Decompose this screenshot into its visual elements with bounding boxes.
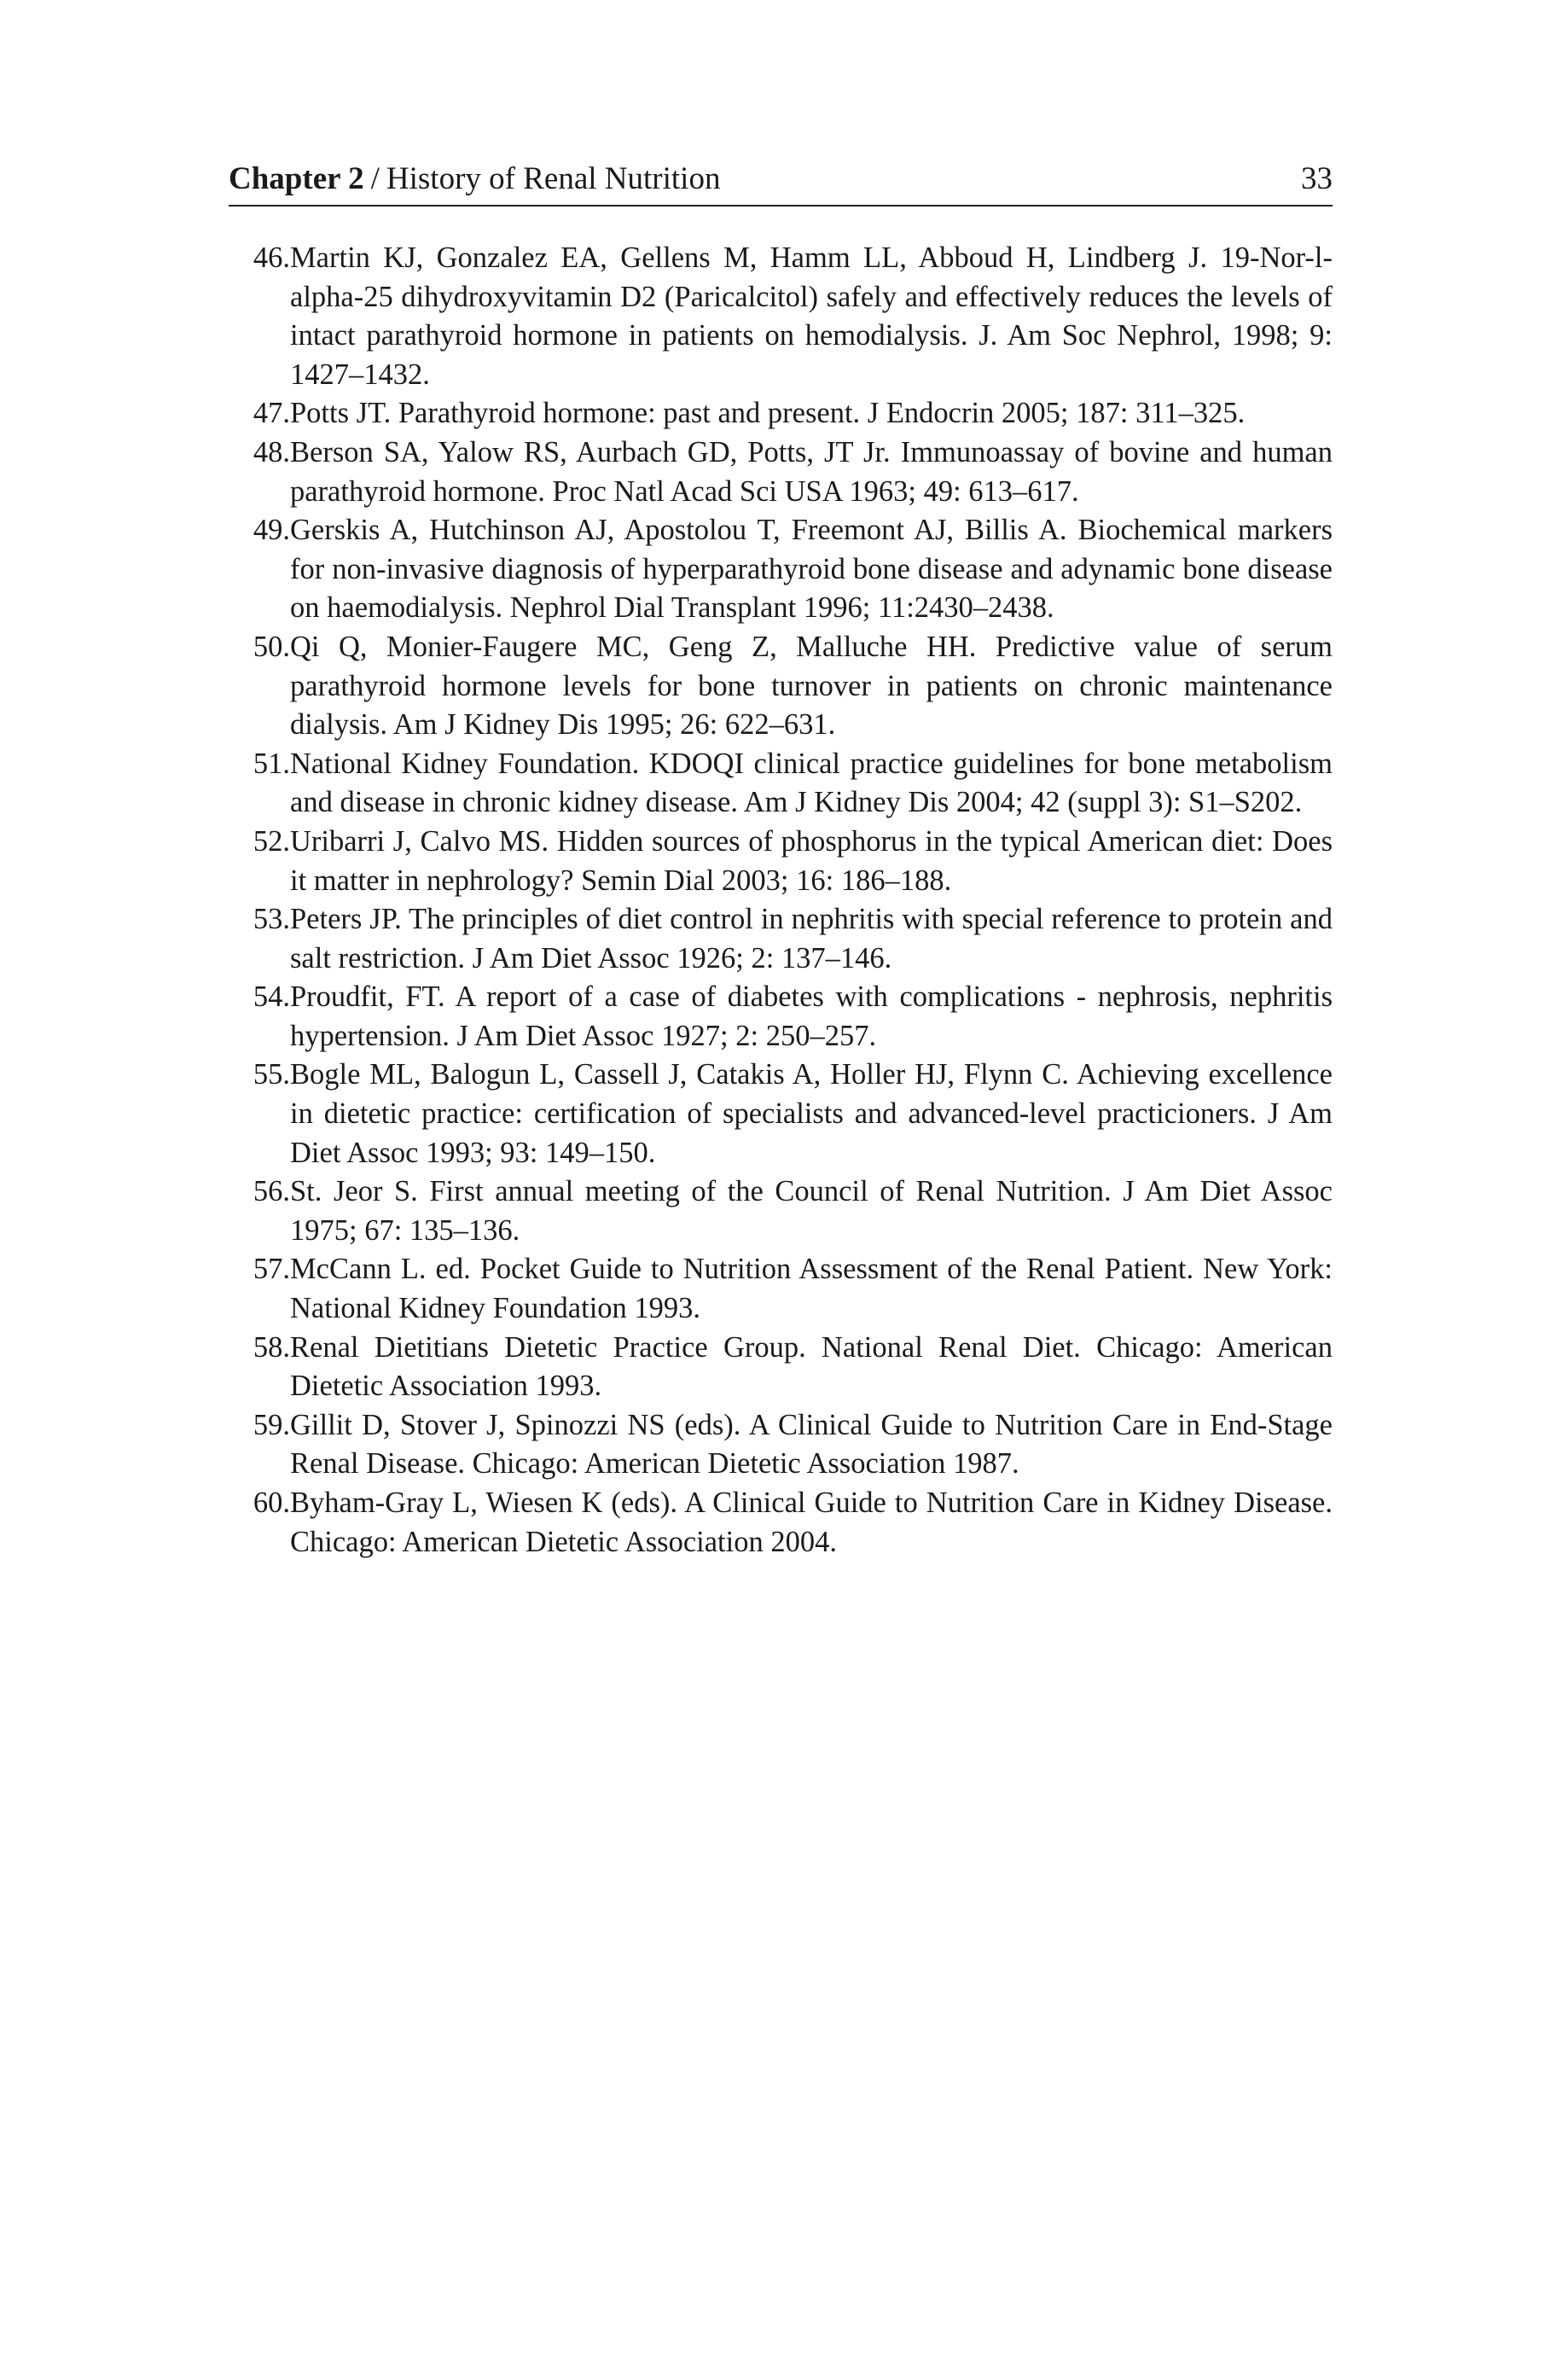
reference-list — [229, 239, 1333, 1562]
chapter-title: History of Renal Nutrition — [386, 161, 721, 196]
reference-item — [229, 628, 1333, 745]
reference-number: 48. — [253, 435, 290, 468]
reference-item — [229, 745, 1333, 823]
reference-item — [229, 1056, 1333, 1172]
reference-text: National Kidney Foundation. KDOQI clinical practice guidelines for bone metabolism and disease in chronic kidney disease. Am J Kidney Dis 2004; 42 (suppl 3): S1–S202. — [290, 747, 1333, 819]
header-separator: / — [370, 161, 380, 196]
reference-text: Uribarri J, Calvo MS. Hidden sources of phosphorus in the typical American diet: Does it matter in nephrology? Semin Dial 2003; 16: 186–188. — [290, 824, 1333, 897]
reference-text: Qi Q, Monier-Faugere MC, Geng Z, Malluche HH. Predictive value of serum parathyroid hormone levels for bone turnover in patients on chronic maintenance dialysis. Am J Kidney Dis 1995; 26: 622–631. — [290, 630, 1333, 742]
reference-number: 58. — [253, 1330, 290, 1364]
chapter-label: Chapter 2 — [229, 161, 364, 196]
reference-item — [229, 1250, 1333, 1328]
reference-item — [229, 1484, 1333, 1562]
running-head — [229, 159, 1333, 207]
reference-item — [229, 1406, 1333, 1484]
reference-number: 49. — [253, 514, 290, 547]
reference-text: Proudfit, FT. A report of a case of diabetes with complications - nephrosis, nephritis hypertension. J Am Diet Assoc 1927; 2: 250–257. — [290, 980, 1333, 1052]
reference-number: 54. — [253, 980, 290, 1014]
reference-text: Martin KJ, Gonzalez EA, Gellens M, Hamm LL, Abboud H, Lindberg J. 19-Nor-l-alpha-25 dihydroxyvitamin D2 (Paricalcitol) safely and effectively reduces the levels of intact parathyroid hormone in patients on hemodialysis. J. Am Soc Nephrol, 1998; 9: 1427–1432. — [290, 241, 1333, 391]
reference-number: 52. — [253, 824, 290, 858]
reference-text: Byham-Gray L, Wiesen K (eds). A Clinical Guide to Nutrition Care in Kidney Disease. Chicago: American Dietetic Association 2004. — [290, 1487, 1333, 1558]
reference-item — [229, 511, 1333, 628]
reference-number: 59. — [253, 1408, 290, 1441]
reference-text: Potts JT. Parathyroid hormone: past and present. J Endocrin 2005; 187: 311–325. — [290, 397, 1246, 430]
reference-text: St. Jeor S. First annual meeting of the Council of Renal Nutrition. J Am Diet Assoc 1975; 67: 135–136. — [290, 1175, 1333, 1247]
reference-item — [229, 1172, 1333, 1250]
reference-item — [229, 978, 1333, 1056]
reference-number: 56. — [253, 1175, 290, 1208]
reference-number: 57. — [253, 1253, 290, 1286]
reference-number: 47. — [253, 397, 290, 430]
reference-number: 50. — [253, 630, 290, 663]
reference-item — [229, 1329, 1333, 1406]
reference-item — [229, 239, 1333, 394]
reference-text: Peters JP. The principles of diet control in nephritis with special reference to protein and salt restriction. J Am Diet Assoc 1926; 2: 137–146. — [290, 903, 1333, 975]
reference-text: Bogle ML, Balogun L, Cassell J, Catakis A, Holler HJ, Flynn C. Achieving excellence in dietetic practice: certification of specialists and advanced-level practicioners. J Am Diet Assoc 1993; 93: 149–150. — [290, 1058, 1333, 1169]
reference-text: McCann L. ed. Pocket Guide to Nutrition Assessment of the Renal Patient. New York: National Kidney Foundation 1993. — [290, 1253, 1333, 1325]
book-page — [229, 159, 1333, 1562]
running-head-left — [229, 159, 720, 200]
reference-number: 51. — [253, 747, 290, 780]
reference-number: 55. — [253, 1058, 290, 1091]
reference-number: 53. — [253, 903, 290, 936]
reference-item — [229, 823, 1333, 900]
reference-text: Gerskis A, Hutchinson AJ, Apostolou T, Freemont AJ, Billis A. Biochemical markers for non-invasive diagnosis of hyperparathyroid bone disease and adynamic bone disease on haemodialysis. Nephrol Dial Transplant 1996; 11:2430–2438. — [290, 514, 1333, 625]
reference-item — [229, 433, 1333, 511]
page-number: 33 — [1301, 161, 1333, 196]
reference-text: Berson SA, Yalow RS, Aurbach GD, Potts, JT Jr. Immunoassay of bovine and human parathyroid hormone. Proc Natl Acad Sci USA 1963; 49: 613–617. — [290, 435, 1333, 508]
reference-text: Renal Dietitians Dietetic Practice Group. National Renal Diet. Chicago: American Dietetic Association 1993. — [290, 1330, 1333, 1403]
reference-item — [229, 394, 1333, 433]
reference-number: 46. — [253, 241, 290, 274]
reference-text: Gillit D, Stover J, Spinozzi NS (eds). A Clinical Guide to Nutrition Care in End-Stage Renal Disease. Chicago: American Dietetic Association 1987. — [290, 1408, 1333, 1481]
reference-item — [229, 900, 1333, 978]
reference-number: 60. — [253, 1487, 290, 1519]
